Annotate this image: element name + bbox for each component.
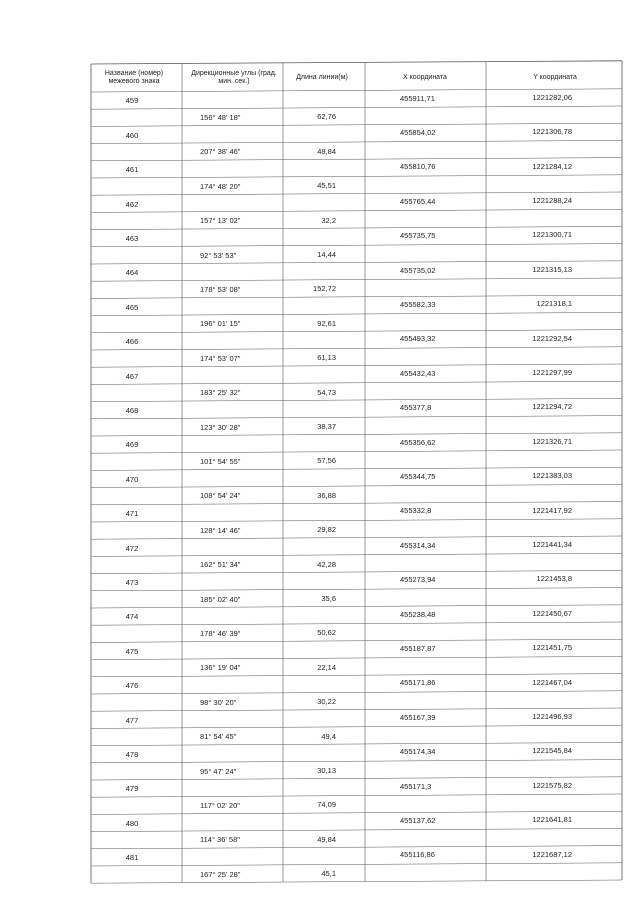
- row-line: [91, 312, 622, 315]
- point-name: 473: [125, 577, 139, 587]
- row-line: [91, 209, 622, 212]
- row-line: [91, 467, 622, 470]
- point-name: 461: [125, 165, 139, 175]
- direction-angle: 108° 54' 24": [200, 491, 241, 501]
- line-length: 45,51: [317, 181, 336, 191]
- header-length: Длина линии(м): [296, 74, 348, 81]
- y-coordinate: 1221306,78: [532, 127, 572, 137]
- direction-angle: 81° 54' 45": [200, 732, 237, 742]
- row-line: [91, 725, 622, 728]
- line-length: 32,2: [321, 215, 336, 225]
- line-length: 92,61: [317, 318, 336, 328]
- x-coordinate: 455171,3: [400, 781, 432, 791]
- direction-angle: 101° 54' 55": [200, 456, 241, 466]
- y-coordinate: 1221300,71: [532, 230, 572, 240]
- row-line: [91, 811, 622, 814]
- point-name: 466: [125, 337, 139, 347]
- row-line: [91, 175, 622, 178]
- point-name: 475: [125, 646, 139, 656]
- row-line: [91, 192, 622, 195]
- row-line: [91, 777, 622, 780]
- row-line: [91, 502, 622, 505]
- row-line: [91, 484, 622, 487]
- point-name: 469: [125, 440, 139, 450]
- row-line: [91, 691, 622, 694]
- row-line: [91, 656, 622, 659]
- x-coordinate: 455810,76: [400, 162, 436, 172]
- row-line: [91, 846, 622, 849]
- line-length: 38,37: [317, 422, 336, 432]
- row-line: [91, 158, 622, 161]
- row-line: [91, 639, 622, 642]
- row-line: [91, 880, 622, 883]
- y-coordinate: 1221453,8: [536, 574, 572, 584]
- row-line: [91, 364, 622, 367]
- line-length: 57,56: [317, 456, 336, 466]
- line-length: 42,28: [317, 559, 336, 569]
- point-name: 464: [125, 268, 139, 278]
- line-length: 61,13: [317, 353, 336, 363]
- x-coordinate: 455137,62: [400, 816, 436, 826]
- point-name: 470: [125, 474, 139, 484]
- y-coordinate: 1221467,04: [532, 677, 572, 687]
- x-coordinate: 455582,33: [400, 300, 436, 310]
- point-name: 467: [125, 371, 139, 381]
- point-name: 477: [125, 715, 139, 725]
- direction-angle: 207° 38' 46": [200, 147, 241, 157]
- table-border-top: [91, 61, 622, 64]
- row-line: [91, 347, 622, 350]
- direction-angle: 123° 30' 28": [200, 422, 241, 432]
- row-line: [91, 450, 622, 453]
- x-coordinate: 455171,86: [400, 678, 436, 688]
- line-length: 22,14: [317, 662, 336, 672]
- row-line: [91, 622, 622, 625]
- point-name: 481: [125, 853, 139, 863]
- row-line: [91, 536, 622, 539]
- header-angle: Дирекционные углы (град. мин. сек.): [191, 70, 277, 85]
- row-line: [91, 89, 622, 92]
- x-coordinate: 455187,87: [400, 644, 436, 654]
- point-name: 459: [125, 96, 139, 106]
- direction-angle: 136° 19' 04": [200, 663, 241, 673]
- row-line: [91, 605, 622, 608]
- point-name: 460: [125, 130, 139, 140]
- line-length: 50,62: [317, 628, 336, 638]
- row-line: [91, 433, 622, 436]
- x-coordinate: 455273,94: [400, 575, 436, 585]
- direction-angle: 92° 53' 53": [200, 250, 237, 260]
- y-coordinate: 1221575,82: [532, 780, 572, 790]
- x-coordinate: 455854,02: [400, 128, 436, 138]
- direction-angle: 178° 53' 08": [200, 284, 241, 294]
- y-coordinate: 1221315,13: [532, 264, 572, 274]
- x-coordinate: 455493,32: [400, 334, 436, 344]
- direction-angle: 114° 36' 58": [200, 835, 240, 845]
- y-coordinate: 1221288,24: [532, 196, 572, 206]
- y-coordinate: 1221318,1: [536, 299, 572, 309]
- x-coordinate: 455332,8: [400, 506, 432, 516]
- line-length: 29,82: [317, 525, 336, 535]
- y-coordinate: 1221450,67: [532, 608, 572, 618]
- row-line: [91, 828, 622, 831]
- row-line: [91, 123, 622, 126]
- y-coordinate: 1221297,99: [532, 368, 572, 378]
- line-length: 30,22: [317, 697, 336, 707]
- row-line: [91, 570, 622, 573]
- line-length: 36,88: [317, 490, 336, 500]
- direction-angle: 98° 30' 20": [200, 697, 237, 707]
- row-line: [91, 863, 622, 866]
- x-coordinate: 455174,34: [400, 747, 436, 757]
- row-line: [91, 708, 622, 711]
- point-name: 465: [125, 302, 139, 312]
- header-y: Y координата: [533, 74, 577, 81]
- x-coordinate: 455735,02: [400, 265, 436, 275]
- direction-angle: 185° 02' 40": [200, 594, 241, 604]
- x-coordinate: 455356,62: [400, 437, 436, 447]
- point-name: 476: [125, 681, 139, 691]
- line-length: 45,1: [321, 869, 336, 879]
- direction-angle: 162° 51' 34": [200, 560, 241, 570]
- point-name: 474: [125, 612, 139, 622]
- direction-angle: 174° 53' 07": [200, 353, 241, 363]
- x-coordinate: 455314,34: [400, 540, 436, 550]
- y-coordinate: 1221451,75: [532, 643, 572, 653]
- point-name: 468: [125, 405, 139, 415]
- point-name: 471: [125, 509, 139, 519]
- y-coordinate: 1221282,06: [532, 92, 572, 102]
- y-coordinate: 1221292,54: [532, 333, 572, 343]
- x-coordinate: 455911,71: [400, 93, 435, 103]
- x-coordinate: 455344,75: [400, 472, 436, 482]
- line-length: 30,13: [317, 766, 336, 776]
- point-name: 479: [125, 784, 139, 794]
- row-line: [91, 760, 622, 763]
- y-coordinate: 1221545,84: [532, 746, 572, 756]
- direction-angle: 128° 14' 46": [200, 525, 241, 535]
- direction-angle: 157° 13' 02": [200, 216, 241, 226]
- y-coordinate: 1221383,03: [532, 471, 572, 481]
- direction-angle: 178° 46' 39": [200, 628, 241, 638]
- row-line: [91, 278, 622, 281]
- x-coordinate: 455116,86: [400, 850, 435, 860]
- line-length: 35,6: [321, 594, 336, 604]
- row-line: [91, 381, 622, 384]
- direction-angle: 183° 25' 32": [200, 388, 241, 398]
- row-line: [91, 588, 622, 591]
- direction-angle: 117° 02' 20": [200, 800, 240, 810]
- point-name: 480: [125, 818, 139, 828]
- y-coordinate: 1221326,71: [532, 436, 572, 446]
- row-line: [91, 519, 622, 522]
- row-line: [91, 140, 622, 143]
- direction-angle: 167° 25' 28": [200, 869, 241, 879]
- row-line: [91, 674, 622, 677]
- row-line: [91, 330, 622, 333]
- header-name: Название (номер) межевого знака: [104, 70, 164, 85]
- x-coordinate: 455238,48: [400, 609, 436, 619]
- point-name: 472: [125, 543, 139, 553]
- line-length: 49,84: [317, 834, 336, 844]
- point-name: 463: [125, 233, 139, 243]
- line-length: 74,09: [317, 800, 336, 810]
- x-coordinate: 455167,39: [400, 712, 436, 722]
- x-coordinate: 455377,8: [400, 403, 432, 413]
- line-length: 49,4: [321, 731, 336, 741]
- row-line: [91, 553, 622, 556]
- y-coordinate: 1221284,12: [532, 161, 572, 171]
- point-name: 478: [125, 749, 139, 759]
- row-line: [91, 106, 622, 109]
- line-length: 14,44: [317, 250, 336, 260]
- line-length: 54,73: [317, 387, 336, 397]
- row-line: [91, 261, 622, 264]
- row-line: [91, 794, 622, 797]
- y-coordinate: 1221441,34: [532, 540, 572, 550]
- line-length: 152,72: [313, 284, 336, 294]
- row-line: [91, 244, 622, 247]
- direction-angle: 95° 47' 24": [200, 766, 237, 776]
- x-coordinate: 455735,75: [400, 231, 436, 241]
- row-line: [91, 226, 622, 229]
- direction-angle: 174° 48' 20": [200, 181, 241, 191]
- y-coordinate: 1221687,12: [532, 849, 572, 859]
- y-coordinate: 1221417,92: [532, 505, 572, 515]
- row-line: [91, 416, 622, 419]
- x-coordinate: 455765,44: [400, 196, 436, 206]
- direction-angle: 156° 48' 18": [200, 112, 241, 122]
- point-name: 462: [125, 199, 139, 209]
- direction-angle: 196° 01' 15": [200, 319, 241, 329]
- y-coordinate: 1221294,72: [532, 402, 572, 412]
- row-line: [91, 398, 622, 401]
- row-line: [91, 295, 622, 298]
- row-line: [91, 742, 622, 745]
- line-length: 48,84: [317, 146, 336, 156]
- y-coordinate: 1221641,81: [532, 815, 572, 825]
- x-coordinate: 455432,43: [400, 368, 436, 378]
- y-coordinate: 1221496,93: [532, 712, 572, 722]
- header-x: X координата: [403, 74, 447, 81]
- line-length: 62,76: [317, 112, 336, 122]
